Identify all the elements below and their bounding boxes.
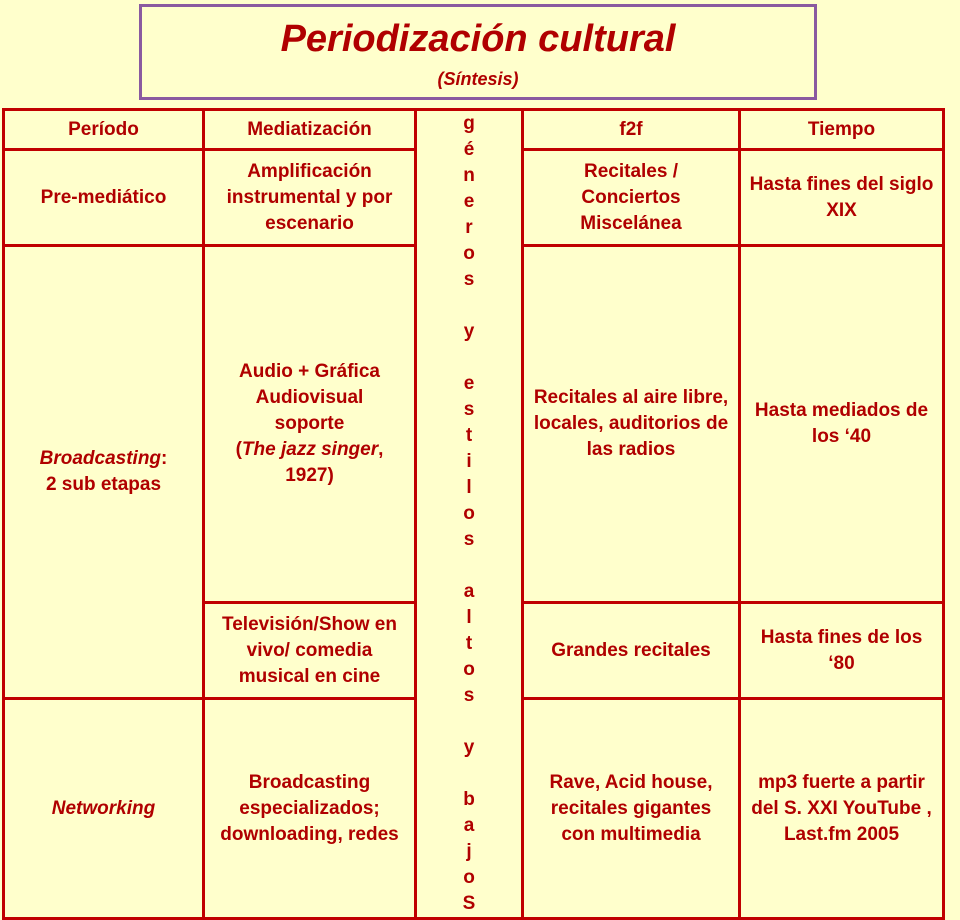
vertical-label-char: g xyxy=(463,113,475,134)
film-year: , 1927) xyxy=(285,439,384,486)
mediatizacion-paren: ( xyxy=(235,439,242,460)
periodo-broadcasting-sub: 2 sub etapas xyxy=(45,474,162,495)
vertical-label-char: s xyxy=(463,685,475,706)
column-header-periodo: Período xyxy=(4,110,204,150)
cell-periodo-broadcasting xyxy=(4,246,204,699)
synthesis-table xyxy=(2,108,945,920)
vertical-label-char: o xyxy=(463,243,475,264)
page-title: Periodización cultural xyxy=(280,18,676,60)
vertical-label-char: b xyxy=(463,789,475,810)
periodo-broadcasting-name: Broadcasting xyxy=(39,448,162,469)
vertical-label-char: r xyxy=(465,217,473,238)
mediatizacion-line: Audio + Gráfica xyxy=(239,361,380,382)
cell-mediatizacion-broadcasting-1 xyxy=(204,246,416,603)
vertical-label xyxy=(425,111,513,917)
vertical-label-char: y xyxy=(463,737,475,758)
page-subtitle: (Síntesis) xyxy=(437,69,519,89)
vertical-label-char: l xyxy=(466,607,472,628)
table-header-row xyxy=(4,110,944,150)
cell-tiempo-broadcasting-2: Hasta fines de los ‘80 xyxy=(740,603,944,699)
cell-tiempo-networking: mp3 fuerte a partir del S. XXI YouTube , Last.fm 2005 xyxy=(740,699,944,919)
column-header-tiempo: Tiempo xyxy=(740,110,944,150)
vertical-label-char: a xyxy=(463,815,475,836)
vertical-label-char: i xyxy=(466,451,472,472)
cell-mediatizacion-networking: Broadcasting especializados; downloading, redes xyxy=(204,699,416,919)
vertical-label-char xyxy=(425,293,513,319)
vertical-label-char: n xyxy=(463,165,475,186)
vertical-label-char: s xyxy=(463,269,475,290)
vertical-label-char: a xyxy=(463,581,475,602)
periodo-broadcasting-colon: : xyxy=(161,448,168,469)
vertical-label-char: S xyxy=(462,893,476,914)
cell-periodo-networking: Networking xyxy=(4,699,204,919)
vertical-label-char: o xyxy=(463,659,475,680)
cell-mediatizacion-broadcasting-2: Televisión/Show en vivo/ comedia musical en cine xyxy=(204,603,416,699)
vertical-label-char: t xyxy=(465,633,473,654)
vertical-label-char xyxy=(425,761,513,787)
cell-periodo-pre: Pre-mediático xyxy=(4,150,204,246)
vertical-label-char xyxy=(425,709,513,735)
vertical-label-char: é xyxy=(463,139,475,160)
cell-f2f-broadcasting-1: Recitales al aire libre, locales, auditorios de las radios xyxy=(523,246,740,603)
vertical-label-char: s xyxy=(463,399,475,420)
vertical-label-char xyxy=(425,553,513,579)
vertical-label-char: e xyxy=(463,191,475,212)
column-header-mediatizacion: Mediatización xyxy=(204,110,416,150)
vertical-label-char xyxy=(425,345,513,371)
title-box xyxy=(139,4,817,100)
vertical-label-char: o xyxy=(463,867,475,888)
vertical-label-char: e xyxy=(463,373,475,394)
film-title: The jazz singer xyxy=(241,439,379,460)
vertical-label-char: t xyxy=(465,425,473,446)
mediatizacion-line: soporte xyxy=(274,413,345,434)
cell-f2f-pre: Recitales / Conciertos Miscelánea xyxy=(523,150,740,246)
vertical-label-char: s xyxy=(463,529,475,550)
cell-tiempo-broadcasting-1: Hasta mediados de los ‘40 xyxy=(740,246,944,603)
cell-mediatizacion-pre: Amplificación instrumental y por escenario xyxy=(204,150,416,246)
mediatizacion-line: Audiovisual xyxy=(255,387,364,408)
cell-tiempo-pre: Hasta fines del siglo XIX xyxy=(740,150,944,246)
vertical-label-char: y xyxy=(463,321,475,342)
vertical-label-char: j xyxy=(466,841,472,862)
vertical-label-char: l xyxy=(466,477,472,498)
cell-f2f-networking: Rave, Acid house, recitales gigantes con multimedia xyxy=(523,699,740,919)
vertical-label-cell xyxy=(416,110,523,919)
column-header-f2f: f2f xyxy=(523,110,740,150)
cell-f2f-broadcasting-2: Grandes recitales xyxy=(523,603,740,699)
vertical-label-char: o xyxy=(463,503,475,524)
